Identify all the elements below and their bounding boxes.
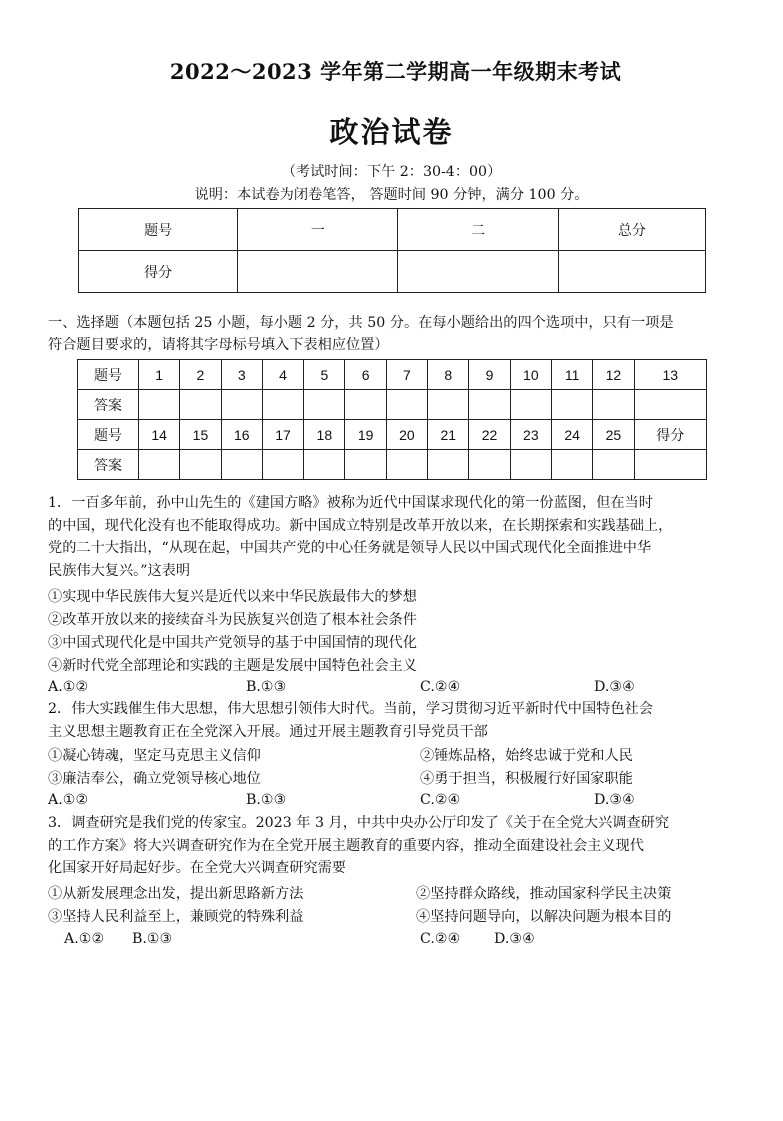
question-stem-line: 2．伟大实践催生伟大思想，伟大思想引领伟大时代。当前，学习贯彻习近平新时代中国特色社会 xyxy=(48,701,653,717)
choice-d[interactable]: D.③④ xyxy=(594,679,635,695)
statement-item: ③中国式现代化是中国共产党领导的基于中国国情的现代化 xyxy=(48,635,417,651)
answer-cell[interactable] xyxy=(180,450,221,480)
question-number-cell: 8 xyxy=(428,360,469,390)
score-cell[interactable] xyxy=(558,251,705,293)
answer-cell[interactable] xyxy=(221,390,262,420)
question-number-cell: 24 xyxy=(551,420,592,450)
answer-cell[interactable] xyxy=(428,450,469,480)
answer-cell[interactable] xyxy=(139,450,180,480)
question-number-cell: 3 xyxy=(221,360,262,390)
statement-item: ①凝心铸魂，坚定马克思主义信仰 xyxy=(48,748,261,764)
answer-cell[interactable] xyxy=(634,450,706,480)
statement-item: ③坚持人民利益至上，兼顾党的特殊利益 xyxy=(48,909,304,925)
statement-item: ②锤炼品格，始终忠诚于党和人民 xyxy=(420,748,633,764)
question-3 xyxy=(48,812,738,880)
statement-item: ②坚持群众路线，推动国家科学民主决策 xyxy=(416,886,672,902)
answer-cell[interactable] xyxy=(469,450,510,480)
score-row-label: 得分 xyxy=(79,251,238,293)
choice-b[interactable]: B.①③ xyxy=(246,792,287,808)
answer-cell[interactable] xyxy=(510,390,551,420)
question-stem-line: 党的二十大指出，“从现在起，中国共产党的中心任务就是领导人民以中国式现代化全面推进中华 xyxy=(48,540,652,556)
score-header-cell: 一 xyxy=(238,209,398,251)
question-number-cell: 21 xyxy=(428,420,469,450)
subject-title: 政治试卷 xyxy=(329,115,454,149)
score-table xyxy=(78,208,706,293)
exam-title: 2022～2023 学年第二学期高一年级期末考试 xyxy=(169,59,622,84)
question-number-cell: 12 xyxy=(593,360,634,390)
answer-cell[interactable] xyxy=(221,450,262,480)
answer-cell[interactable] xyxy=(262,450,303,480)
answer-cell[interactable] xyxy=(180,390,221,420)
question-number-cell: 7 xyxy=(386,360,427,390)
answer-cell[interactable] xyxy=(139,390,180,420)
question-stem-line: 民族伟大复兴。”这表明 xyxy=(48,562,191,579)
answer-row-label: 答案 xyxy=(78,390,139,420)
answer-cell[interactable] xyxy=(551,390,592,420)
answer-cell[interactable] xyxy=(593,450,634,480)
statement-item: ①从新发展理念出发，提出新思路新方法 xyxy=(48,886,304,902)
score-cell[interactable] xyxy=(398,251,558,293)
question-number-cell: 25 xyxy=(593,420,634,450)
question-stem-line: 3．调查研究是我们党的传家宝。2023 年 3 月，中共中央办公厅印发了《关于在全党大兴调查研究 xyxy=(48,815,670,831)
statement-item: ②改革开放以来的接续奋斗为民族复兴创造了根本社会条件 xyxy=(48,612,417,628)
statement-item: ①实现中华民族伟大复兴是近代以来中华民族最伟大的梦想 xyxy=(48,589,417,605)
question-stem-line: 化国家开好局起好步。在全党大兴调查研究需要 xyxy=(48,860,346,876)
choice-b[interactable]: B.①③ xyxy=(132,931,173,947)
answer-row-label: 题号 xyxy=(78,420,139,450)
score-header-cell: 题号 xyxy=(79,209,238,251)
question-number-cell: 2 xyxy=(180,360,221,390)
statement-item: ④新时代党全部理论和实践的主题是发展中国特色社会主义 xyxy=(48,658,417,674)
question-number-cell: 6 xyxy=(345,360,386,390)
question-number-cell: 22 xyxy=(469,420,510,450)
answer-cell[interactable] xyxy=(593,390,634,420)
question-number-cell: 4 xyxy=(262,360,303,390)
question-number-cell: 17 xyxy=(262,420,303,450)
question-number-cell: 20 xyxy=(386,420,427,450)
question-stem-line: 1．一百多年前，孙中山先生的《建国方略》被称为近代中国谋求现代化的第一份蓝图，但在当时 xyxy=(48,495,653,511)
answer-row-label: 答案 xyxy=(78,450,139,480)
answer-cell[interactable] xyxy=(304,450,345,480)
question-number-cell: 14 xyxy=(139,420,180,450)
question-stem-line: 的工作方案》将大兴调查研究作为在全党开展主题教育的重要内容，推动全面建设社会主义现代 xyxy=(48,837,644,854)
question-number-cell: 得分 xyxy=(634,420,706,450)
answer-cell[interactable] xyxy=(345,450,386,480)
score-header-cell: 二 xyxy=(398,209,558,251)
choice-d[interactable]: D.③④ xyxy=(494,931,535,947)
question-number-cell: 19 xyxy=(345,420,386,450)
answer-cell[interactable] xyxy=(304,390,345,420)
answer-cell[interactable] xyxy=(510,450,551,480)
question-number-cell: 23 xyxy=(510,420,551,450)
question-number-cell: 11 xyxy=(551,360,592,390)
question-number-cell: 1 xyxy=(139,360,180,390)
answer-cell[interactable] xyxy=(551,450,592,480)
statement-item: ④坚持问题导向，以解决问题为根本目的 xyxy=(416,909,672,925)
answer-cell[interactable] xyxy=(262,390,303,420)
answer-cell[interactable] xyxy=(345,390,386,420)
answer-cell[interactable] xyxy=(469,390,510,420)
choice-a[interactable]: A.①② xyxy=(48,679,89,695)
question-number-cell: 9 xyxy=(469,360,510,390)
question-number-cell: 10 xyxy=(510,360,551,390)
statement-item: ③廉洁奉公，确立党领导核心地位 xyxy=(48,771,261,787)
question-number-cell: 13 xyxy=(634,360,706,390)
question-1 xyxy=(48,492,738,582)
answer-table xyxy=(77,359,707,480)
choice-c[interactable]: C.②④ xyxy=(420,679,461,695)
answer-row-label: 题号 xyxy=(78,360,139,390)
answer-cell[interactable] xyxy=(634,390,706,420)
question-number-cell: 15 xyxy=(180,420,221,450)
choice-a[interactable]: A.①② xyxy=(48,792,89,808)
question-stem-line: 主义思想主题教育正在全党深入开展。通过开展主题教育引导党员干部 xyxy=(48,723,488,740)
score-cell[interactable] xyxy=(238,251,398,293)
question-number-cell: 18 xyxy=(304,420,345,450)
question-number-cell: 16 xyxy=(221,420,262,450)
statement-item: ④勇于担当，积极履行好国家职能 xyxy=(420,771,633,787)
choice-c[interactable]: C.②④ xyxy=(420,792,461,808)
choice-d[interactable]: D.③④ xyxy=(594,792,635,808)
question-stem-line: 的中国，现代化没有也不能取得成功。新中国成立特别是改革开放以来，在长期探索和实践基础上， xyxy=(48,517,673,534)
choice-c[interactable]: C.②④ xyxy=(420,931,461,947)
answer-cell[interactable] xyxy=(386,390,427,420)
section1-intro-line2: 符合题目要求的，请将其字母标号填入下表相应位置） xyxy=(48,337,389,353)
score-header-cell: 总分 xyxy=(558,209,705,251)
answer-cell[interactable] xyxy=(386,450,427,480)
section1-intro-line1: 一、选择题（本题包括 25 小题，每小题 2 分，共 50 分。在每小题给出的四个选项中，只有一项是 xyxy=(48,315,674,331)
question-2 xyxy=(48,698,738,743)
exam-note: 说明：本试卷为闭卷笔答， 答题时间 90 分钟，满分 100 分。 xyxy=(194,187,589,203)
question-number-cell: 5 xyxy=(304,360,345,390)
choice-a[interactable]: A.①② xyxy=(64,931,105,947)
answer-cell[interactable] xyxy=(428,390,469,420)
choice-b[interactable]: B.①③ xyxy=(246,679,287,695)
exam-time: （考试时间：下午 2：30-4：00） xyxy=(281,164,502,180)
